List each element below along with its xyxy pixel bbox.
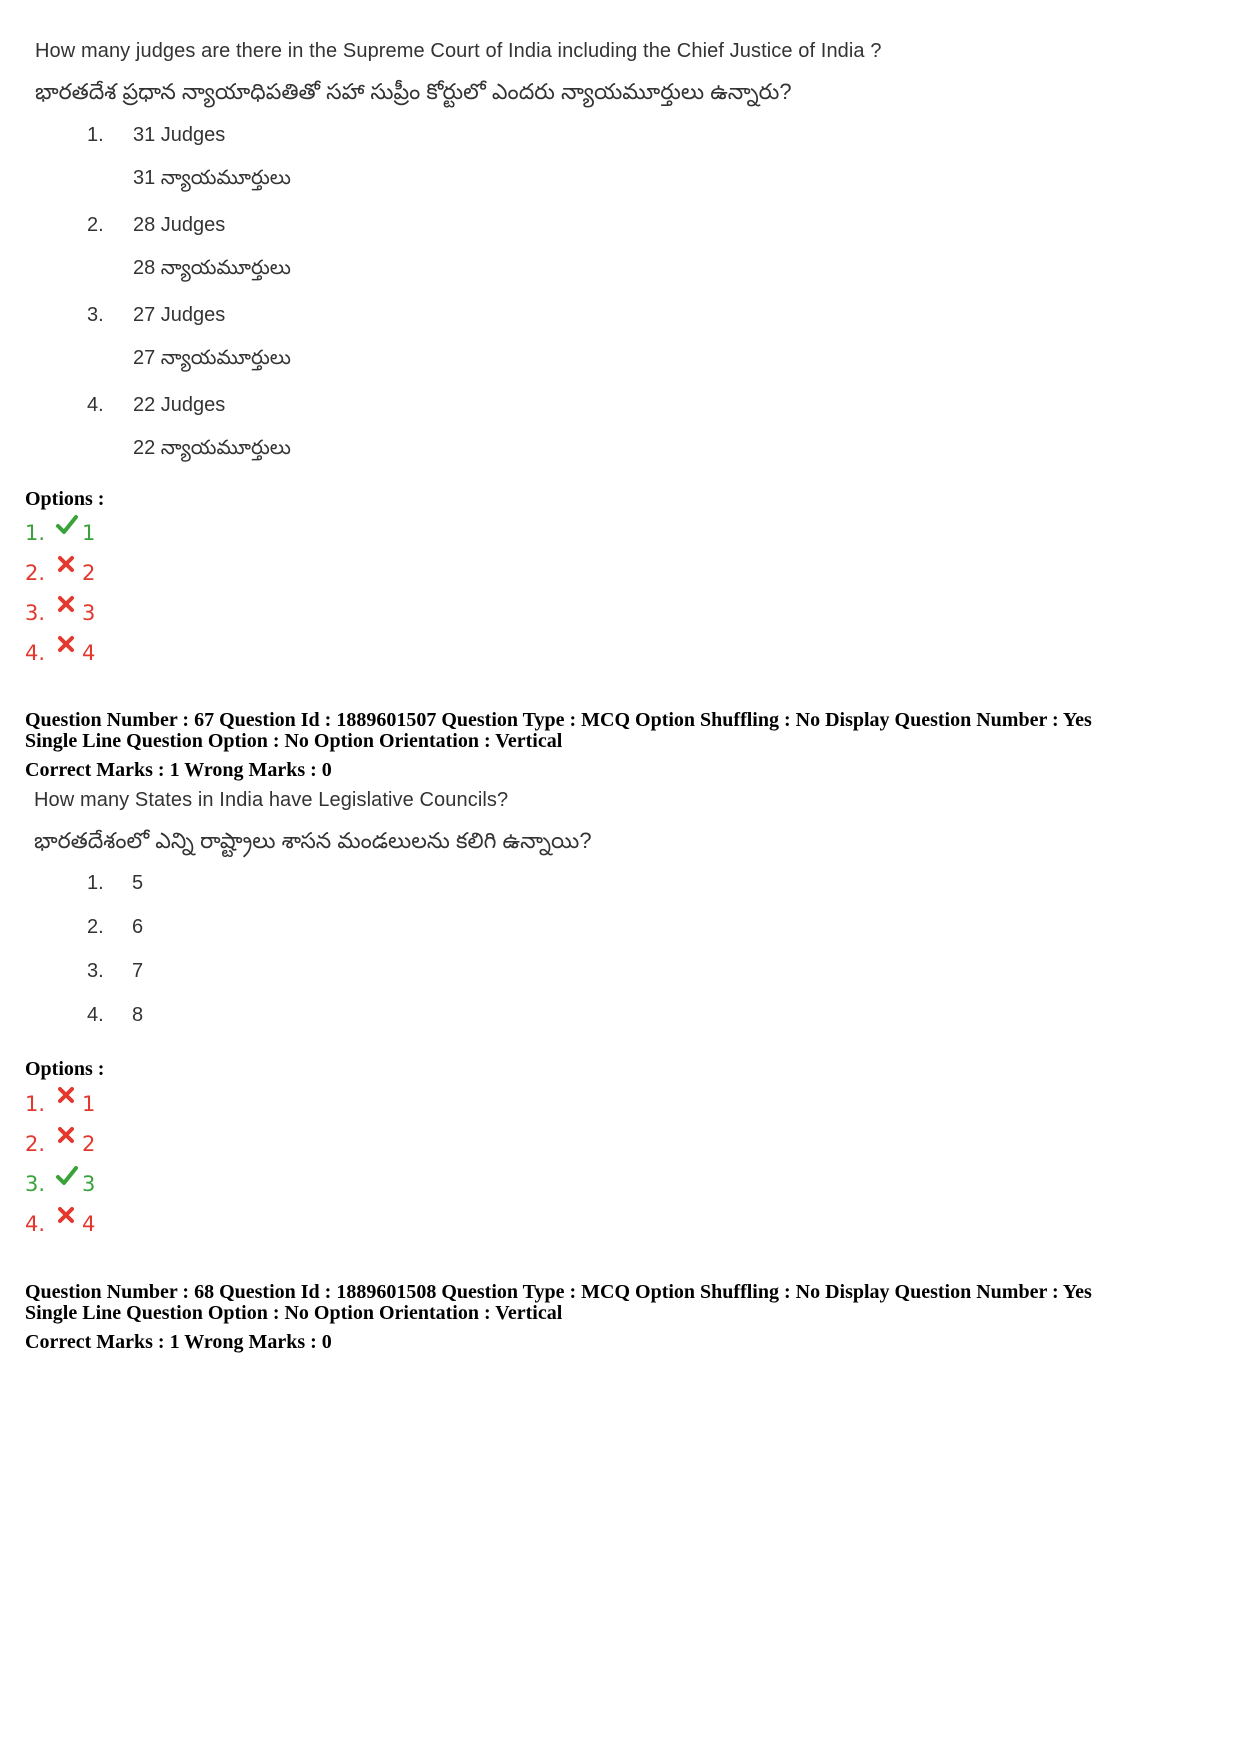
choice-number: 1. [87, 872, 104, 894]
option-value: 2 [82, 1132, 96, 1156]
option-number: 2. [25, 561, 46, 585]
question-marks: Correct Marks : 1 Wrong Marks : 0 [25, 1331, 332, 1353]
question-marks: Correct Marks : 1 Wrong Marks : 0 [25, 759, 332, 781]
question-meta-line1: Question Number : 68 Question Id : 1889601508 Question Type : MCQ Option Shuffling : No Display Question Number : Yes [25, 1281, 1092, 1303]
check-icon [55, 1164, 79, 1188]
check-icon [55, 513, 79, 537]
cross-icon [55, 633, 79, 657]
choice-number: 2. [87, 916, 104, 938]
choice-number: 2. [87, 214, 104, 236]
question-text-en: How many States in India have Legislative Councils? [34, 789, 509, 811]
option-number: 3. [25, 1172, 46, 1196]
choice-text: 6 [132, 916, 144, 938]
cross-icon [55, 1204, 79, 1228]
choice-text-en: 28 Judges [133, 214, 226, 236]
cross-icon [55, 593, 79, 617]
choice-text: 8 [132, 1004, 144, 1026]
choice-number: 3. [87, 960, 104, 982]
option-number: 3. [25, 601, 46, 625]
option-value: 3 [82, 1172, 96, 1196]
question-text-te: భారతదేశంలో ఎన్ని రాష్ట్రాలు శాసన మండలులను కలిగి ఉన్నాయి? [34, 828, 592, 853]
choice-number: 4. [87, 1004, 104, 1026]
options-label: Options : [25, 1058, 105, 1080]
options-label: Options : [25, 488, 105, 510]
choice-text-te: 28 న్యాయమూర్తులు [133, 257, 291, 279]
question-67-block [0, 780, 1240, 1026]
option-value: 1 [82, 1092, 96, 1116]
choice-number: 1. [87, 124, 104, 146]
choice-text: 7 [132, 960, 144, 982]
option-value: 4 [82, 641, 96, 665]
question-text-te: భారతదేశ ప్రధాన న్యాయాధిపతితో సహా సుప్రీం కోర్టులో ఎందరు న్యాయమూర్తులు ఉన్నారు? [35, 79, 792, 104]
option-value: 1 [82, 521, 96, 545]
choice-text-en: 31 Judges [133, 124, 226, 146]
question-text-en: How many judges are there in the Supreme Court of India including the Chief Justice of India ? [35, 40, 882, 62]
choice-text: 5 [132, 872, 144, 894]
choice-text-te: 27 న్యాయమూర్తులు [133, 347, 291, 369]
option-value: 4 [82, 1212, 96, 1236]
choice-text-en: 27 Judges [133, 304, 226, 326]
option-value: 3 [82, 601, 96, 625]
cross-icon [55, 1084, 79, 1108]
cross-icon [55, 1124, 79, 1148]
option-number: 4. [25, 641, 46, 665]
question-66-block [0, 0, 1240, 470]
option-number: 4. [25, 1212, 46, 1236]
option-number: 2. [25, 1132, 46, 1156]
question-meta-line2: Single Line Question Option : No Option Orientation : Vertical [25, 1302, 563, 1324]
cross-icon [55, 553, 79, 577]
option-number: 1. [25, 1092, 46, 1116]
choice-text-te: 31 న్యాయమూర్తులు [133, 167, 291, 189]
choice-text-te: 22 న్యాయమూర్తులు [133, 437, 291, 459]
choice-number: 3. [87, 304, 104, 326]
option-value: 2 [82, 561, 96, 585]
question-meta-line2: Single Line Question Option : No Option Orientation : Vertical [25, 730, 563, 752]
choice-text-en: 22 Judges [133, 394, 226, 416]
choice-number: 4. [87, 394, 104, 416]
question-meta-line1: Question Number : 67 Question Id : 1889601507 Question Type : MCQ Option Shuffling : No Display Question Number : Yes [25, 709, 1092, 731]
option-number: 1. [25, 521, 46, 545]
